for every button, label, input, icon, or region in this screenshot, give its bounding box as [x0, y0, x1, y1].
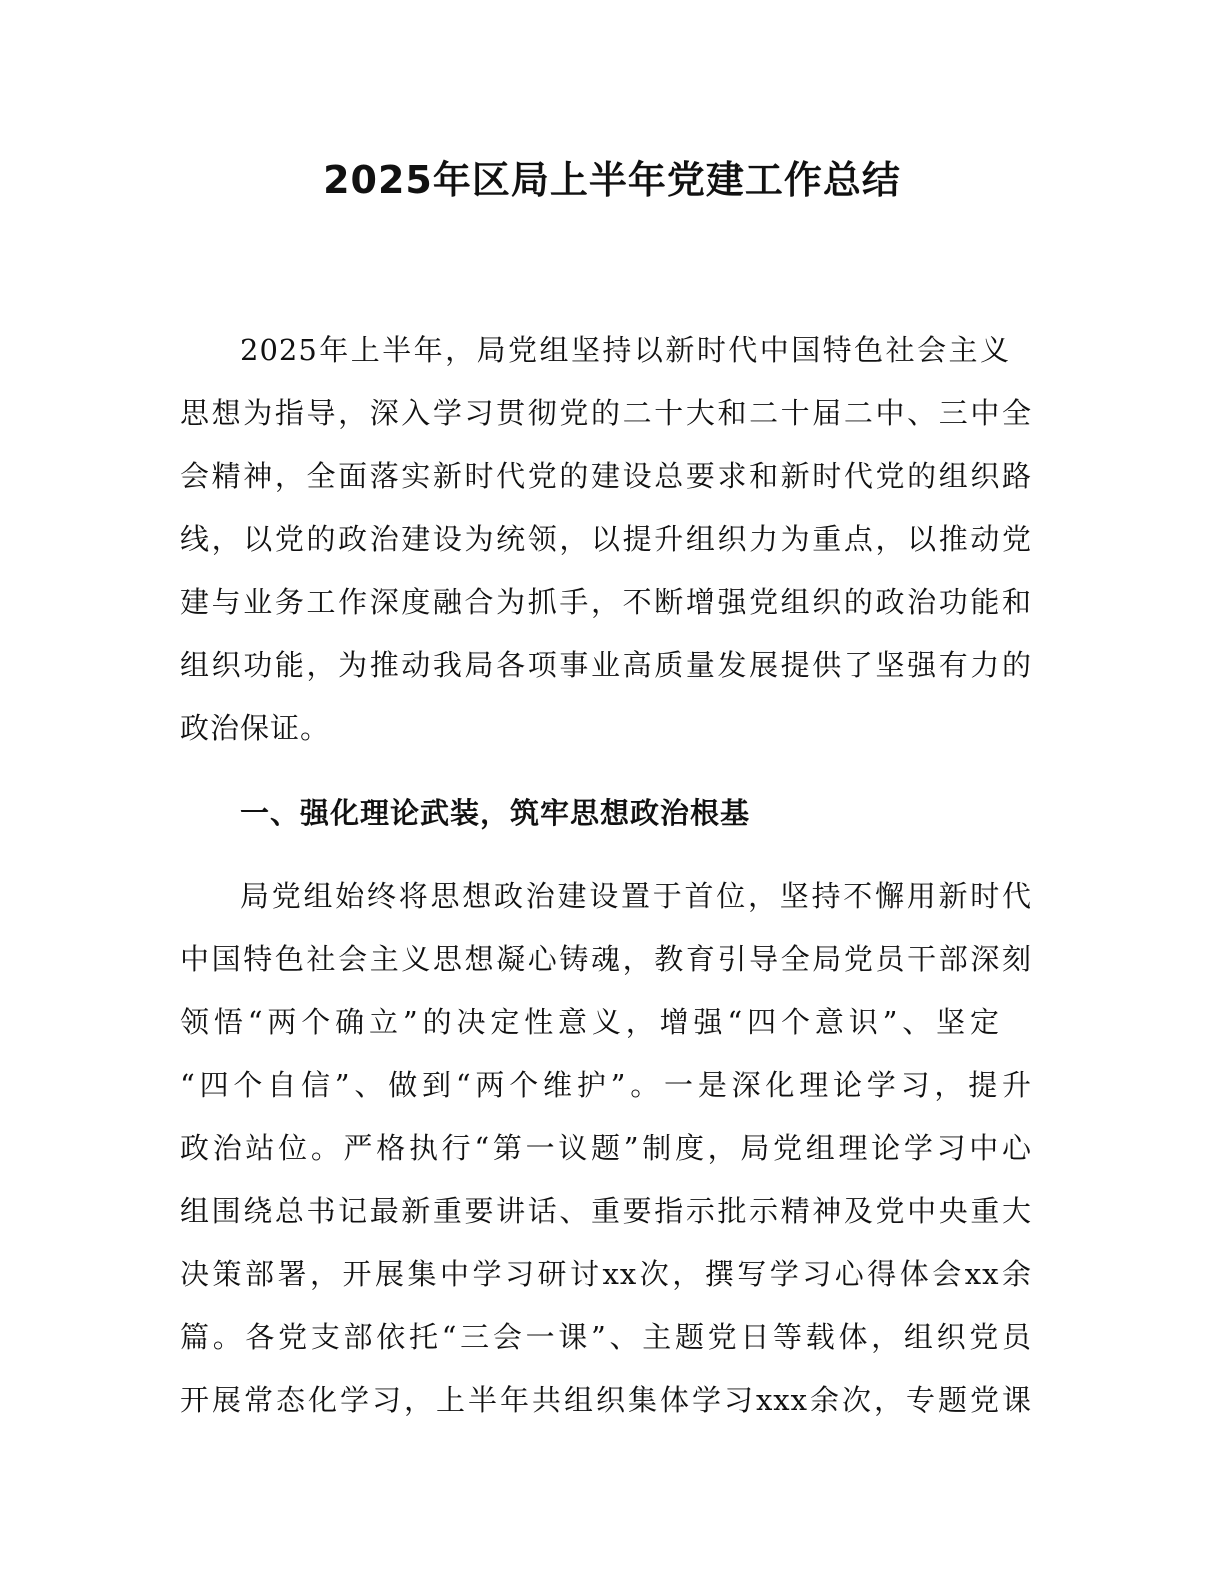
intro-line-6: 组织功能，为推动我局各项事业高质量发展提供了坚强有力的	[180, 648, 1032, 682]
intro-line-2: 思想为指导，深入学习贯彻党的二十大和二十届二中、三中全	[180, 396, 1032, 430]
section-1-line-1: 局党组始终将思想政治建设置于首位，坚持不懈用新时代	[240, 879, 1032, 913]
intro-line-7: 政治保证。	[180, 711, 331, 745]
section-1-line-6: 组围绕总书记最新重要讲话、重要指示批示精神及党中央重大	[180, 1194, 1032, 1228]
section-1-heading: 一、强化理论武装，筑牢思想政治根基	[240, 796, 751, 830]
intro-line-1: 2025年上半年，局党组坚持以新时代中国特色社会主义	[240, 333, 1010, 367]
section-1-line-7: 决策部署，开展集中学习研讨xx次，撰写学习心得体会xx余	[180, 1257, 1032, 1291]
section-1-line-4: “四个自信”、做到“两个维护”。一是深化理论学习，提升	[180, 1068, 1032, 1102]
document-title: 2025年区局上半年党建工作总结	[323, 158, 901, 202]
section-1-line-2: 中国特色社会主义思想凝心铸魂，教育引导全局党员干部深刻	[180, 942, 1032, 976]
intro-line-3: 会精神，全面落实新时代党的建设总要求和新时代党的组织路	[180, 459, 1032, 493]
section-1-line-9: 开展常态化学习，上半年共组织集体学习xxx余次，专题党课	[180, 1383, 1032, 1417]
intro-line-5: 建与业务工作深度融合为抓手，不断增强党组织的政治功能和	[180, 585, 1032, 619]
section-1-line-8: 篇。各党支部依托“三会一课”、主题党日等载体，组织党员	[180, 1320, 1032, 1354]
section-1-line-3: 领悟“两个确立”的决定性意义，增强“四个意识”、坚定	[180, 1005, 1000, 1039]
section-1-line-5: 政治站位。严格执行“第一议题”制度，局党组理论学习中心	[180, 1131, 1032, 1165]
intro-line-4: 线，以党的政治建设为统领，以提升组织力为重点，以推动党	[180, 522, 1032, 556]
